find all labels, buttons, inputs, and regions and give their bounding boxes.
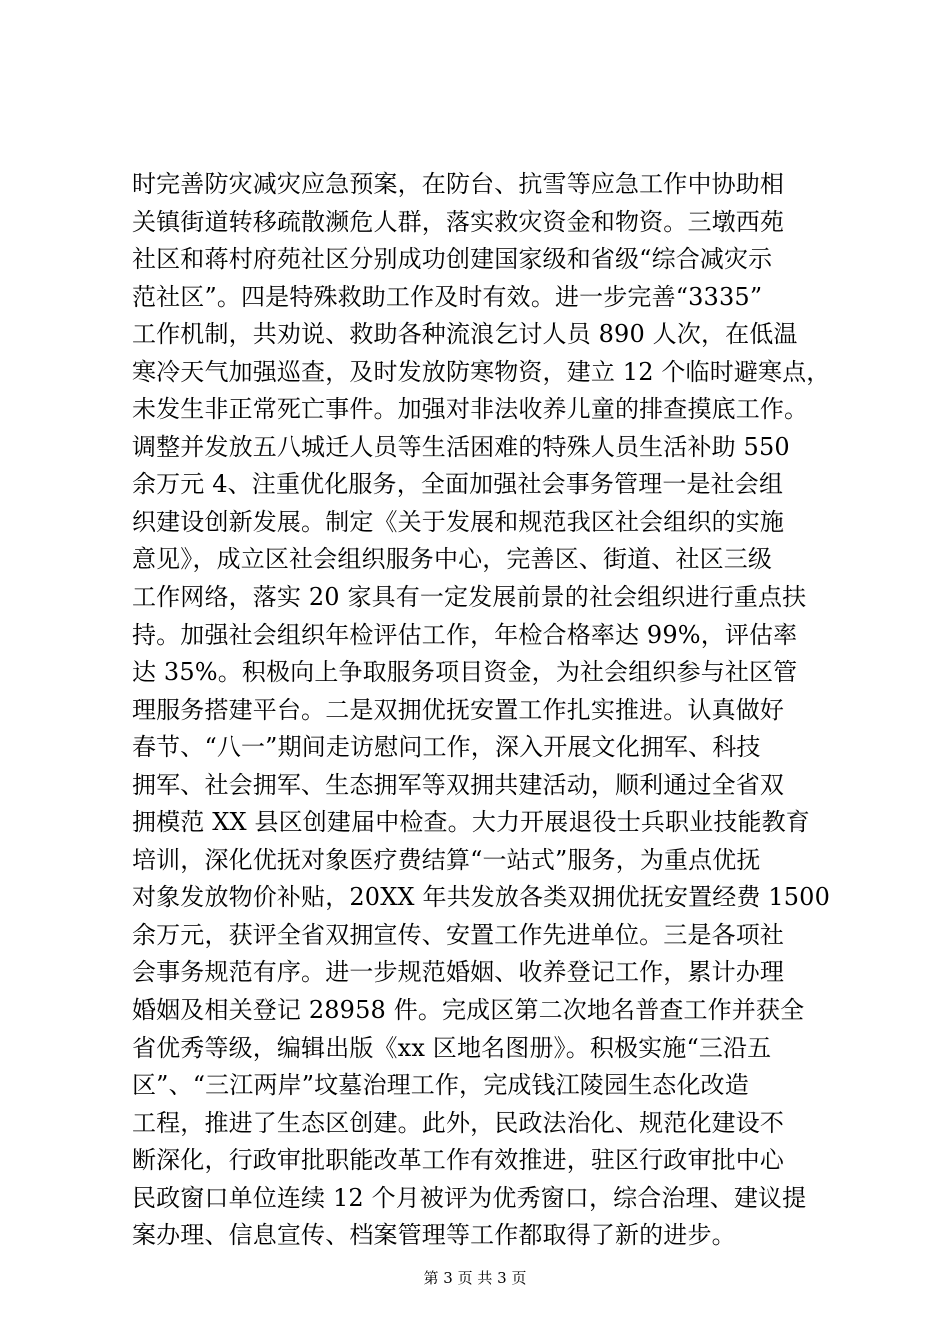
- text-line: 理服务搭建平台。二是双拥优抚安置工作扎实推进。认真做好: [132, 695, 785, 724]
- text-line: 断深化，行政审批职能改革工作有效推进，驻区行政审批中心: [132, 1146, 785, 1175]
- text-line: 拥模范 XX 县区创建届中检查。大力开展退役士兵职业技能教育: [132, 808, 810, 837]
- text-line: 区”、“三江两岸”坟墓治理工作，完成钱江陵园生态化改造: [132, 1071, 749, 1100]
- page-footer: [0, 1268, 950, 1288]
- text-line: 社区和蒋村府苑社区分别成功创建国家级和省级“综合减灾示: [132, 245, 773, 274]
- body-text: [132, 166, 852, 1255]
- text-line: 范社区”。四是特殊救助工作及时有效。进一步完善“3335”: [132, 282, 763, 311]
- text-line: 织建设创新发展。制定《关于发展和规范我区社会组织的实施: [132, 507, 785, 536]
- text-line: 培训，深化优抚对象医疗费结算“一站式”服务，为重点优抚: [132, 845, 761, 874]
- text-line: 持。加强社会组织年检评估工作，年检合格率达 99%，评估率: [132, 620, 798, 649]
- text-line: 会事务规范有序。进一步规范婚姻、收养登记工作，累计办理: [132, 958, 785, 987]
- text-line: 婚姻及相关登记 28958 件。完成区第二次地名普查工作并获全: [132, 996, 805, 1025]
- text-line: 未发生非正常死亡事件。加强对非法收养儿童的排查摸底工作。: [132, 395, 809, 424]
- text-line: 省优秀等级，编辑出版《xx 区地名图册》。积极实施“三沿五: [132, 1033, 772, 1062]
- text-line: 案办理、信息宣传、档案管理等工作都取得了新的进步。: [132, 1221, 736, 1250]
- text-line: 工作机制，共劝说、救助各种流浪乞讨人员 890 人次，在低温: [132, 320, 798, 349]
- text-line: 工作网络，落实 20 家具有一定发展前景的社会组织进行重点扶: [132, 583, 807, 612]
- text-line: 调整并发放五八城迁人员等生活困难的特殊人员生活补助 550: [132, 432, 790, 461]
- text-line: 关镇街道转移疏散濒危人群，落实救灾资金和物资。三墩西苑: [132, 207, 785, 236]
- text-line: 拥军、社会拥军、生态拥军等双拥共建活动，顺利通过全省双: [132, 770, 785, 799]
- text-line: 达 35%。积极向上争取服务项目资金，为社会组织参与社区管: [132, 658, 798, 687]
- text-line: 民政窗口单位连续 12 个月被评为优秀窗口，综合治理、建议提: [132, 1183, 807, 1212]
- text-line: 工程，推进了生态区创建。此外，民政法治化、规范化建设不: [132, 1108, 785, 1137]
- text-line: 时完善防灾减灾应急预案，在防台、抗雪等应急工作中协助相: [132, 170, 785, 198]
- text-line: 春节、“八一”期间走访慰问工作，深入开展文化拥军、科技: [132, 733, 761, 762]
- text-line: 余万元 4、注重优化服务，全面加强社会事务管理一是社会组: [132, 470, 784, 499]
- text-line: 意见》，成立区社会组织服务中心，完善区、街道、社区三级: [132, 545, 773, 574]
- text-line: 对象发放物价补贴，20XX 年共发放各类双拥优抚安置经费 1500: [132, 883, 830, 912]
- page-number: 第 3 页 共 3 页: [423, 1269, 527, 1287]
- text-line: 寒冷天气加强巡查，及时发放防寒物资，建立 12 个临时避寒点，: [132, 357, 831, 386]
- text-line: 余万元，获评全省双拥宣传、安置工作先进单位。三是各项社: [132, 920, 785, 949]
